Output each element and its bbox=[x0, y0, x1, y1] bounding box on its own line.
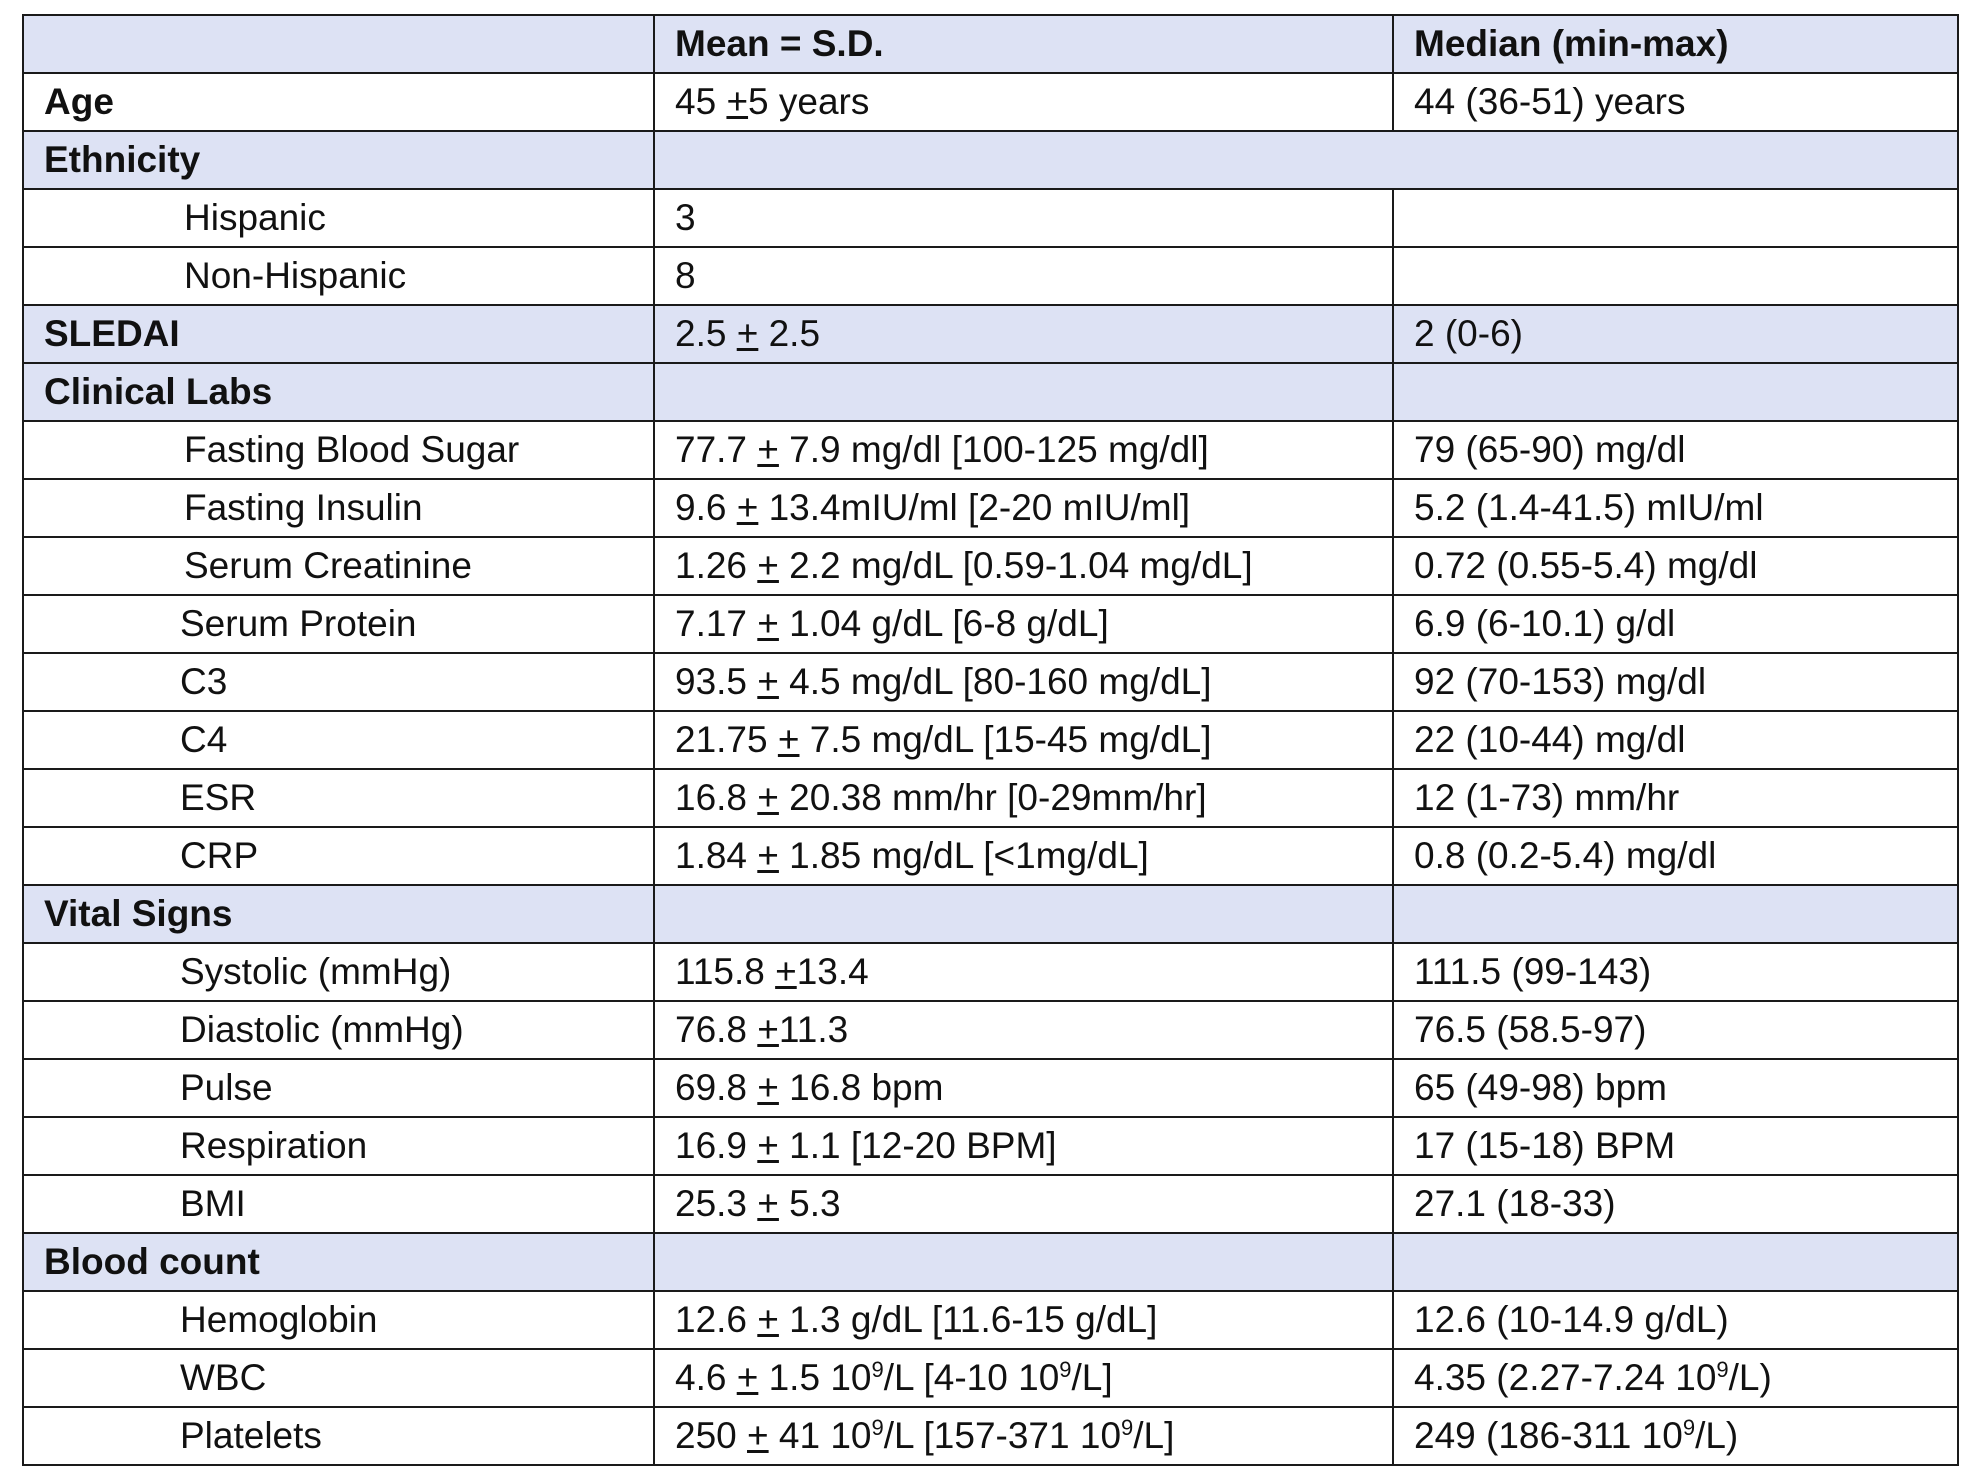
median-cell bbox=[1393, 247, 1958, 305]
table-row-wbc bbox=[23, 1349, 1958, 1407]
section-row-clinical-labs bbox=[23, 363, 1958, 421]
median-cell: 5.2 (1.4-41.5) mIU/ml bbox=[1393, 479, 1958, 537]
header-empty bbox=[23, 15, 654, 73]
row-label: Respiration bbox=[23, 1117, 654, 1175]
section-row-vital-signs bbox=[23, 885, 1958, 943]
row-label: C3 bbox=[23, 653, 654, 711]
row-label: Diastolic (mmHg) bbox=[23, 1001, 654, 1059]
mean-cell: 93.5 + 4.5 mg/dL [80-160 mg/dL] bbox=[654, 653, 1393, 711]
table-row-serum-protein bbox=[23, 595, 1958, 653]
median-cell: 12 (1-73) mm/hr bbox=[1393, 769, 1958, 827]
mean-cell: 21.75 + 7.5 mg/dL [15-45 mg/dL] bbox=[654, 711, 1393, 769]
row-label: CRP bbox=[23, 827, 654, 885]
table-row-hemoglobin bbox=[23, 1291, 1958, 1349]
table-row-hispanic bbox=[23, 189, 1958, 247]
mean-cell: 250 + 41 $10^9/L$ [157-371 $10^9/L$] bbox=[654, 1407, 1393, 1465]
row-label: Hispanic bbox=[23, 189, 654, 247]
table-row-fasting-blood-sugar bbox=[23, 421, 1958, 479]
mean-cell: 1.84 + 1.85 mg/dL [<1mg/dL] bbox=[654, 827, 1393, 885]
table-row-crp bbox=[23, 827, 1958, 885]
median-cell: 111.5 (99-143) bbox=[1393, 943, 1958, 1001]
mean-cell: 4.6 + 1.5 $10^9/L$ [4-10 $10^9/L$] bbox=[654, 1349, 1393, 1407]
table-row-nonhispanic bbox=[23, 247, 1958, 305]
table-row-serum-creatinine bbox=[23, 537, 1958, 595]
median-cell: 0.8 (0.2-5.4) mg/dl bbox=[1393, 827, 1958, 885]
mean-cell: 1.26 + 2.2 mg/dL [0.59-1.04 mg/dL] bbox=[654, 537, 1393, 595]
table-row-systolic bbox=[23, 943, 1958, 1001]
row-label: Platelets bbox=[23, 1407, 654, 1465]
median-cell: 92 (70-153) mg/dl bbox=[1393, 653, 1958, 711]
table-row-respiration bbox=[23, 1117, 1958, 1175]
row-label: Pulse bbox=[23, 1059, 654, 1117]
mean-cell: 45 +5 years bbox=[654, 73, 1393, 131]
section-fill bbox=[654, 131, 1958, 189]
mean-cell: 9.6 + 13.4mIU/ml [2-20 mIU/ml] bbox=[654, 479, 1393, 537]
mean-cell: 25.3 + 5.3 bbox=[654, 1175, 1393, 1233]
row-label: Age bbox=[23, 73, 654, 131]
table-row-c3 bbox=[23, 653, 1958, 711]
table-row-fasting-insulin bbox=[23, 479, 1958, 537]
section-label: Clinical Labs bbox=[23, 363, 654, 421]
median-cell: 2 (0-6) bbox=[1393, 305, 1958, 363]
mean-cell: 76.8 +11.3 bbox=[654, 1001, 1393, 1059]
mean-cell: 69.8 + 16.8 bpm bbox=[654, 1059, 1393, 1117]
section-label: Blood count bbox=[23, 1233, 654, 1291]
header-mean-sd: Mean = S.D. bbox=[654, 15, 1393, 73]
median-cell bbox=[1393, 189, 1958, 247]
table-row-diastolic bbox=[23, 1001, 1958, 1059]
mean-cell: 7.17 + 1.04 g/dL [6-8 g/dL] bbox=[654, 595, 1393, 653]
section-label: Vital Signs bbox=[23, 885, 654, 943]
demographics-table bbox=[22, 14, 1959, 1466]
mean-cell: 8 bbox=[654, 247, 1393, 305]
mean-cell: 16.8 + 20.38 mm/hr [0-29mm/hr] bbox=[654, 769, 1393, 827]
median-cell: 0.72 (0.55-5.4) mg/dl bbox=[1393, 537, 1958, 595]
header-row bbox=[23, 15, 1958, 73]
section-row-blood-count bbox=[23, 1233, 1958, 1291]
section-fill bbox=[654, 363, 1393, 421]
median-cell: 79 (65-90) mg/dl bbox=[1393, 421, 1958, 479]
median-cell: 6.9 (6-10.1) g/dl bbox=[1393, 595, 1958, 653]
table-row-bmi bbox=[23, 1175, 1958, 1233]
mean-cell: 115.8 +13.4 bbox=[654, 943, 1393, 1001]
median-cell: 27.1 (18-33) bbox=[1393, 1175, 1958, 1233]
table-row-age bbox=[23, 73, 1958, 131]
row-label: Systolic (mmHg) bbox=[23, 943, 654, 1001]
median-cell: 12.6 (10-14.9 g/dL) bbox=[1393, 1291, 1958, 1349]
row-label: BMI bbox=[23, 1175, 654, 1233]
mean-cell: 77.7 + 7.9 mg/dl [100-125 mg/dl] bbox=[654, 421, 1393, 479]
row-label: Serum Creatinine bbox=[23, 537, 654, 595]
median-cell: 65 (49-98) bpm bbox=[1393, 1059, 1958, 1117]
section-fill bbox=[1393, 885, 1958, 943]
mean-cell: 3 bbox=[654, 189, 1393, 247]
header-median: Median (min-max) bbox=[1393, 15, 1958, 73]
mean-cell: 2.5 + 2.5 bbox=[654, 305, 1393, 363]
median-cell: 76.5 (58.5-97) bbox=[1393, 1001, 1958, 1059]
section-fill bbox=[1393, 363, 1958, 421]
row-label: Fasting Insulin bbox=[23, 479, 654, 537]
row-label: ESR bbox=[23, 769, 654, 827]
table-row-c4 bbox=[23, 711, 1958, 769]
median-cell: 4.35 (2.27-7.24 $10^9/L$) bbox=[1393, 1349, 1958, 1407]
section-fill bbox=[654, 1233, 1393, 1291]
mean-cell: 12.6 + 1.3 g/dL [11.6-15 g/dL] bbox=[654, 1291, 1393, 1349]
median-cell: 22 (10-44) mg/dl bbox=[1393, 711, 1958, 769]
row-label: SLEDAI bbox=[23, 305, 654, 363]
row-label: Fasting Blood Sugar bbox=[23, 421, 654, 479]
mean-cell: 16.9 + 1.1 [12-20 BPM] bbox=[654, 1117, 1393, 1175]
table-row-platelets bbox=[23, 1407, 1958, 1465]
row-label: Hemoglobin bbox=[23, 1291, 654, 1349]
median-cell: 17 (15-18) BPM bbox=[1393, 1117, 1958, 1175]
row-label: Non-Hispanic bbox=[23, 247, 654, 305]
section-label: Ethnicity bbox=[23, 131, 654, 189]
section-row-ethnicity bbox=[23, 131, 1958, 189]
median-cell: 249 (186-311 $10^9/L$) bbox=[1393, 1407, 1958, 1465]
table-row-sledai bbox=[23, 305, 1958, 363]
section-fill bbox=[654, 885, 1393, 943]
median-cell: 44 (36-51) years bbox=[1393, 73, 1958, 131]
section-fill bbox=[1393, 1233, 1958, 1291]
table-row-pulse bbox=[23, 1059, 1958, 1117]
row-label: WBC bbox=[23, 1349, 654, 1407]
row-label: Serum Protein bbox=[23, 595, 654, 653]
row-label: C4 bbox=[23, 711, 654, 769]
table-row-esr bbox=[23, 769, 1958, 827]
